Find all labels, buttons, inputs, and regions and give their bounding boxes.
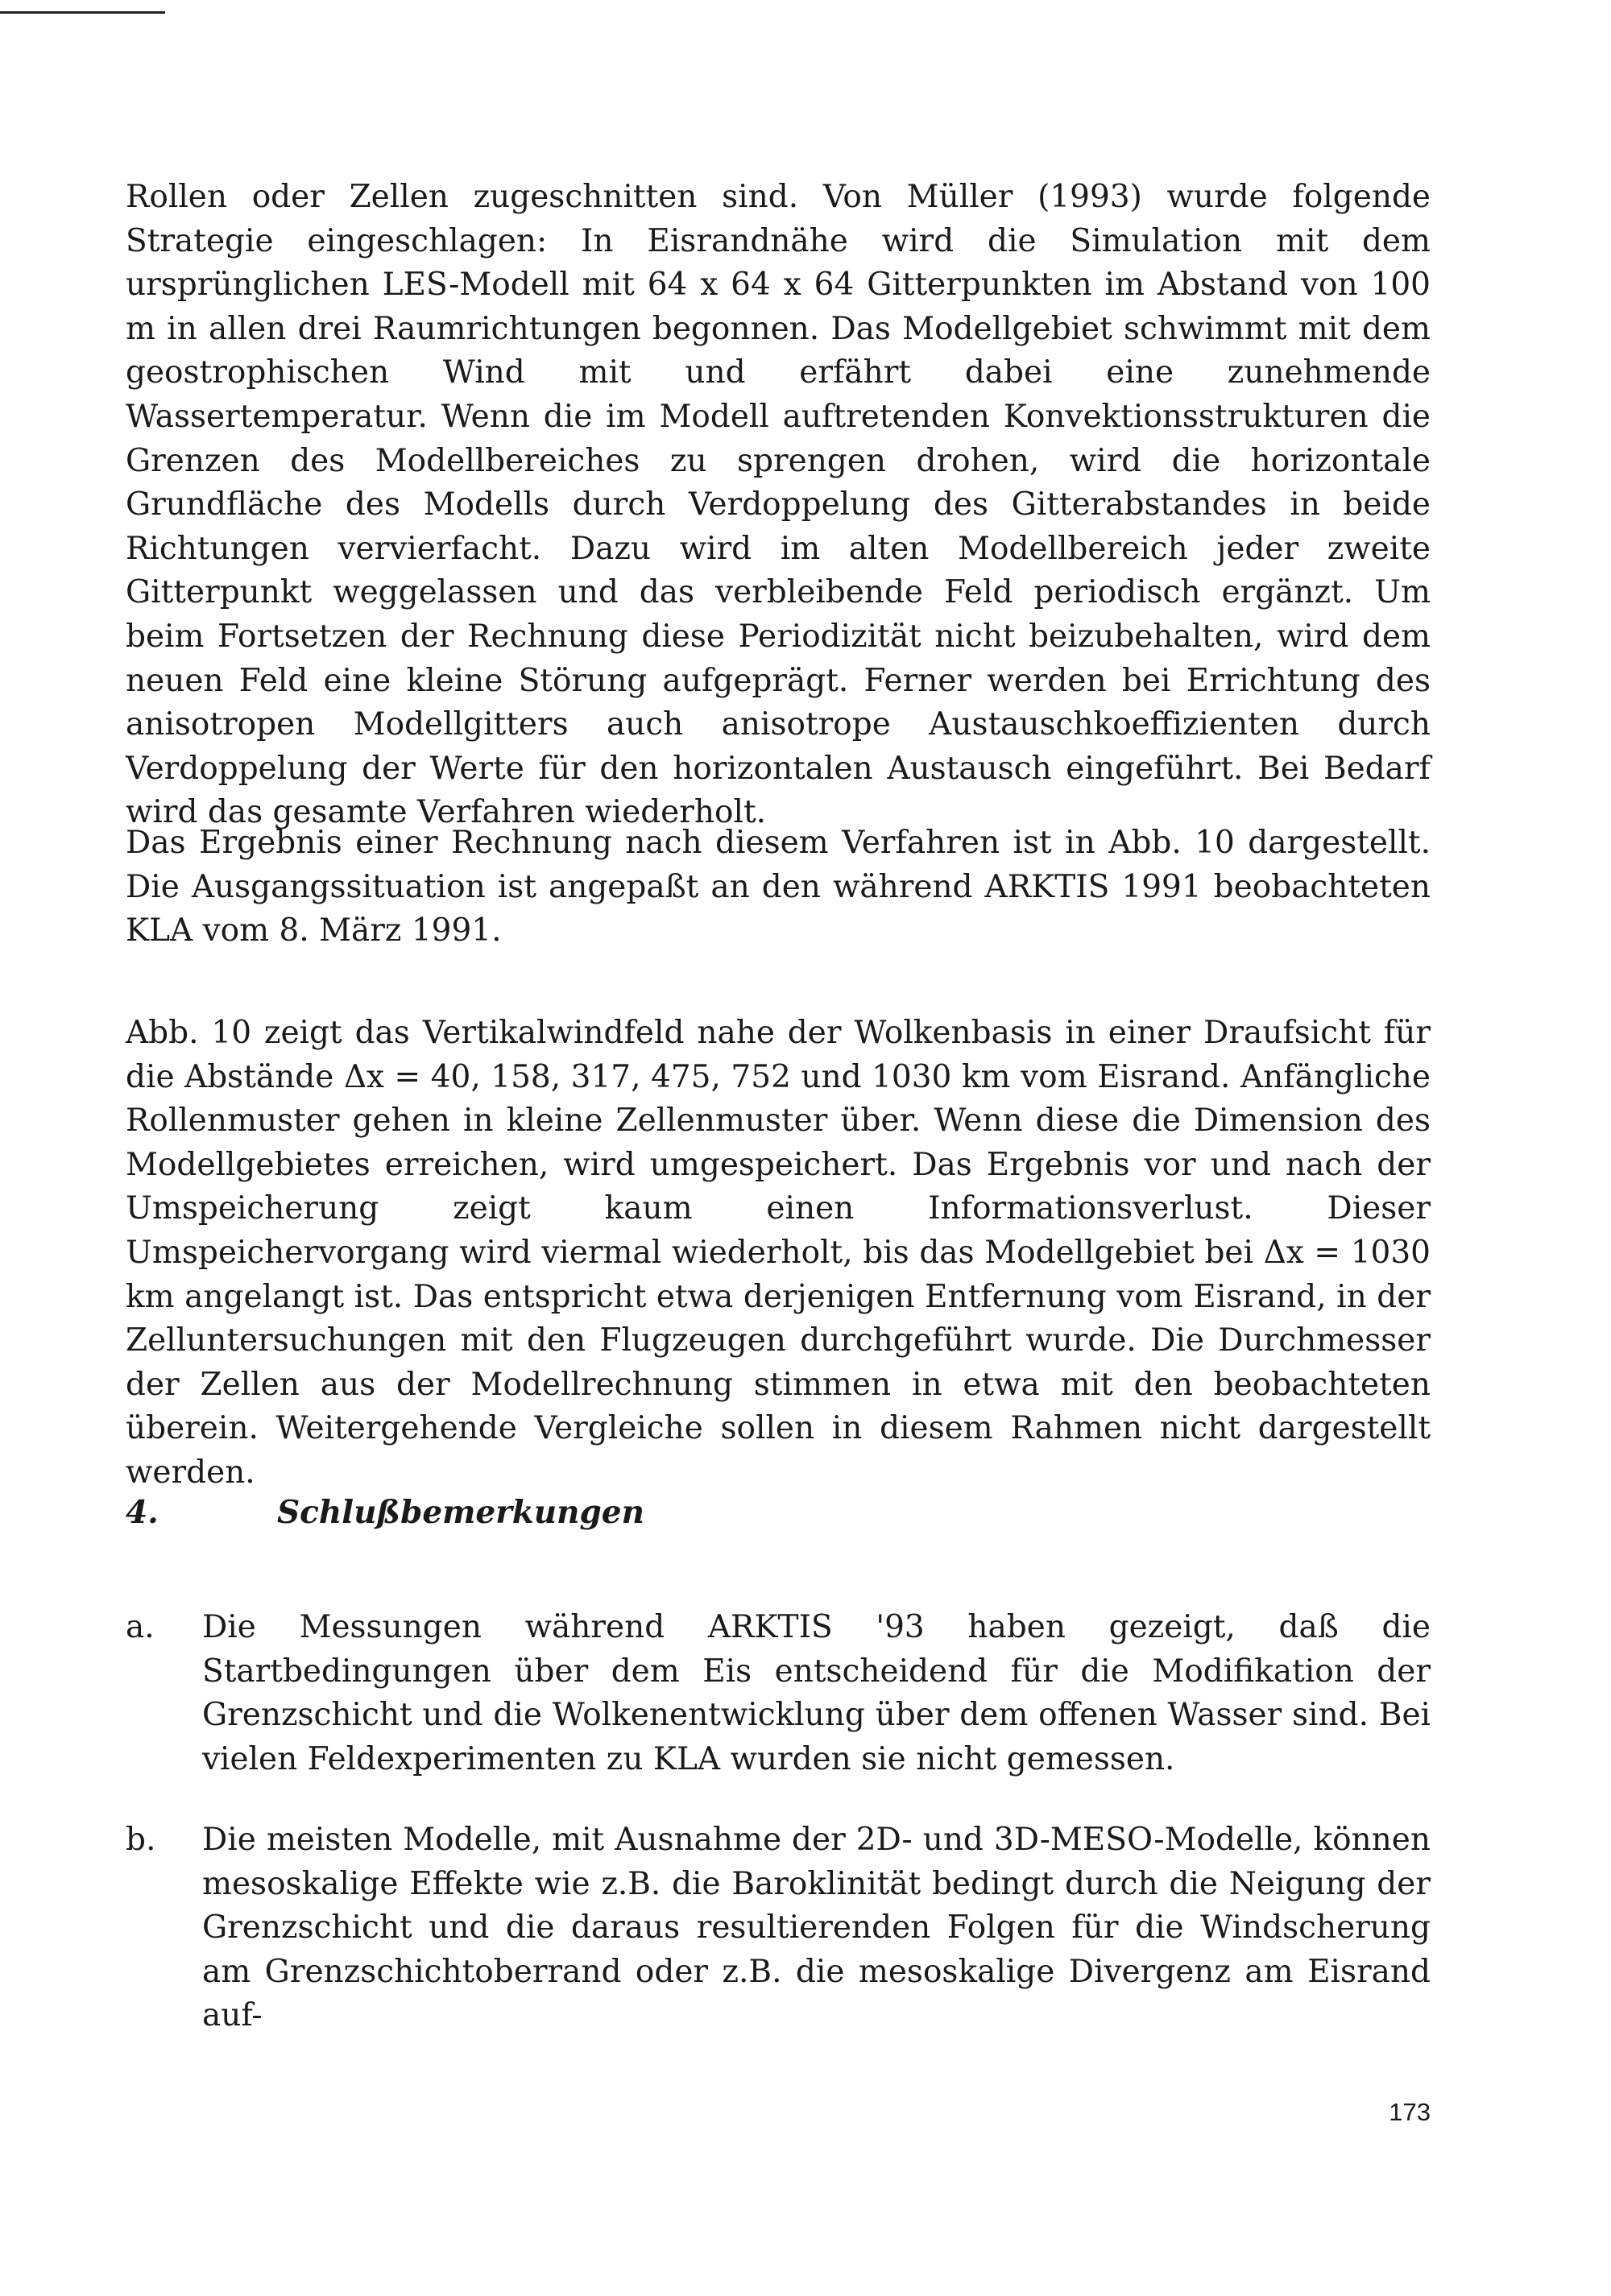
list-item-text: Die Messungen während ARKTIS '93 haben gezeigt, daß die Startbedingungen über dem Eis entscheidend für die Modifikation der Grenzschicht und die Wolkenentwicklung über dem offenen Wasser sind. Bei vielen Feldexperimenten zu KLA wurden sie nicht gemessen.	[202, 1609, 1431, 1777]
section-number: 4.	[126, 1494, 159, 1531]
section-title: Schlußbemerkungen	[277, 1494, 644, 1531]
list-marker: b.	[126, 1822, 156, 1858]
list-marker: a.	[126, 1609, 155, 1645]
header-rule	[0, 11, 165, 14]
paragraph-strategy: Rollen oder Zellen zugeschnitten sind. Von Müller (1993) wurde folgende Strategie eingeschlagen: In Eisrandnähe wird die Simulation mit dem ursprünglichen LES-Modell mit 64 x 64 x 64 Gitterpunkten im Abstand von 100 m in allen drei Raumrichtungen begonnen. Das Modellgebiet schwimmt mit dem geostrophischen Wind mit und erfährt dabei eine zunehmende Wassertemperatur. Wenn die im Modell auftretenden Konvektionsstrukturen die Grenzen des Modellbereiches zu sprengen drohen, wird die horizontale Grundfläche des Modells durch Verdoppelung des Gitterabstandes in beide Richtungen vervierfacht. Dazu wird im alten Modellbereich jeder zweite Gitterpunkt weggelassen und das verbleibende Feld periodisch ergänzt. Um beim Fortsetzen der Rechnung diese Periodizität nicht beizubehalten, wird dem neuen Feld eine kleine Störung aufgeprägt. Ferner werden bei Errichtung des anisotropen Modellgitters auch anisotrope Austauschkoeffizienten durch Verdoppelung der Werte für den horizontalen Austausch eingeführt. Bei Bedarf wird das gesamte Verfahren wiederholt.	[126, 179, 1431, 831]
paragraph-figure-description: Abb. 10 zeigt das Vertikalwindfeld nahe der Wolkenbasis in einer Draufsicht für die Abstände Δx = 40, 158, 317, 475, 752 und 1030 km vom Eisrand. Anfängliche Rollenmuster gehen in kleine Zellenmuster über. Wenn diese die Dimension des Modellgebietes erreichen, wird umgespeichert. Das Ergebnis vor und nach der Umspeicherung zeigt kaum einen Informationsverlust. Dieser Umspeichervorgang wird viermal wiederholt, bis das Modellgebiet bei Δx = 1030 km angelangt ist. Das entspricht etwa derjenigen Entfernung vom Eisrand, in der Zelluntersuchungen mit den Flugzeugen durchgeführt wurde. Die Durchmesser der Zellen aus der Modellrechnung stimmen in etwa mit den beobachteten überein. Weitergehende Vergleiche sollen in diesem Rahmen nicht dargestellt werden.	[126, 1015, 1431, 1491]
paragraph-result: Das Ergebnis einer Rechnung nach diesem Verfahren ist in Abb. 10 dargestellt. Die Ausgangssituation ist angepaßt an den während ARKTIS 1991 beobachteten KLA vom 8. März 1991.	[126, 825, 1431, 949]
section-heading	[126, 1494, 1431, 1542]
list-item-text: Die meisten Modelle, mit Ausnahme der 2D- und 3D-MESO-Modelle, können mesoskalige Effekte wie z.B. die Baroklinität bedingt durch die Neigung der Grenzschicht und die daraus resultierenden Folgen für die Windscherung am Grenzschichtoberrand oder z.B. die mesoskalige Divergenz am Eisrand auf-	[202, 1822, 1431, 2034]
page-number: 173	[1389, 2098, 1431, 2126]
